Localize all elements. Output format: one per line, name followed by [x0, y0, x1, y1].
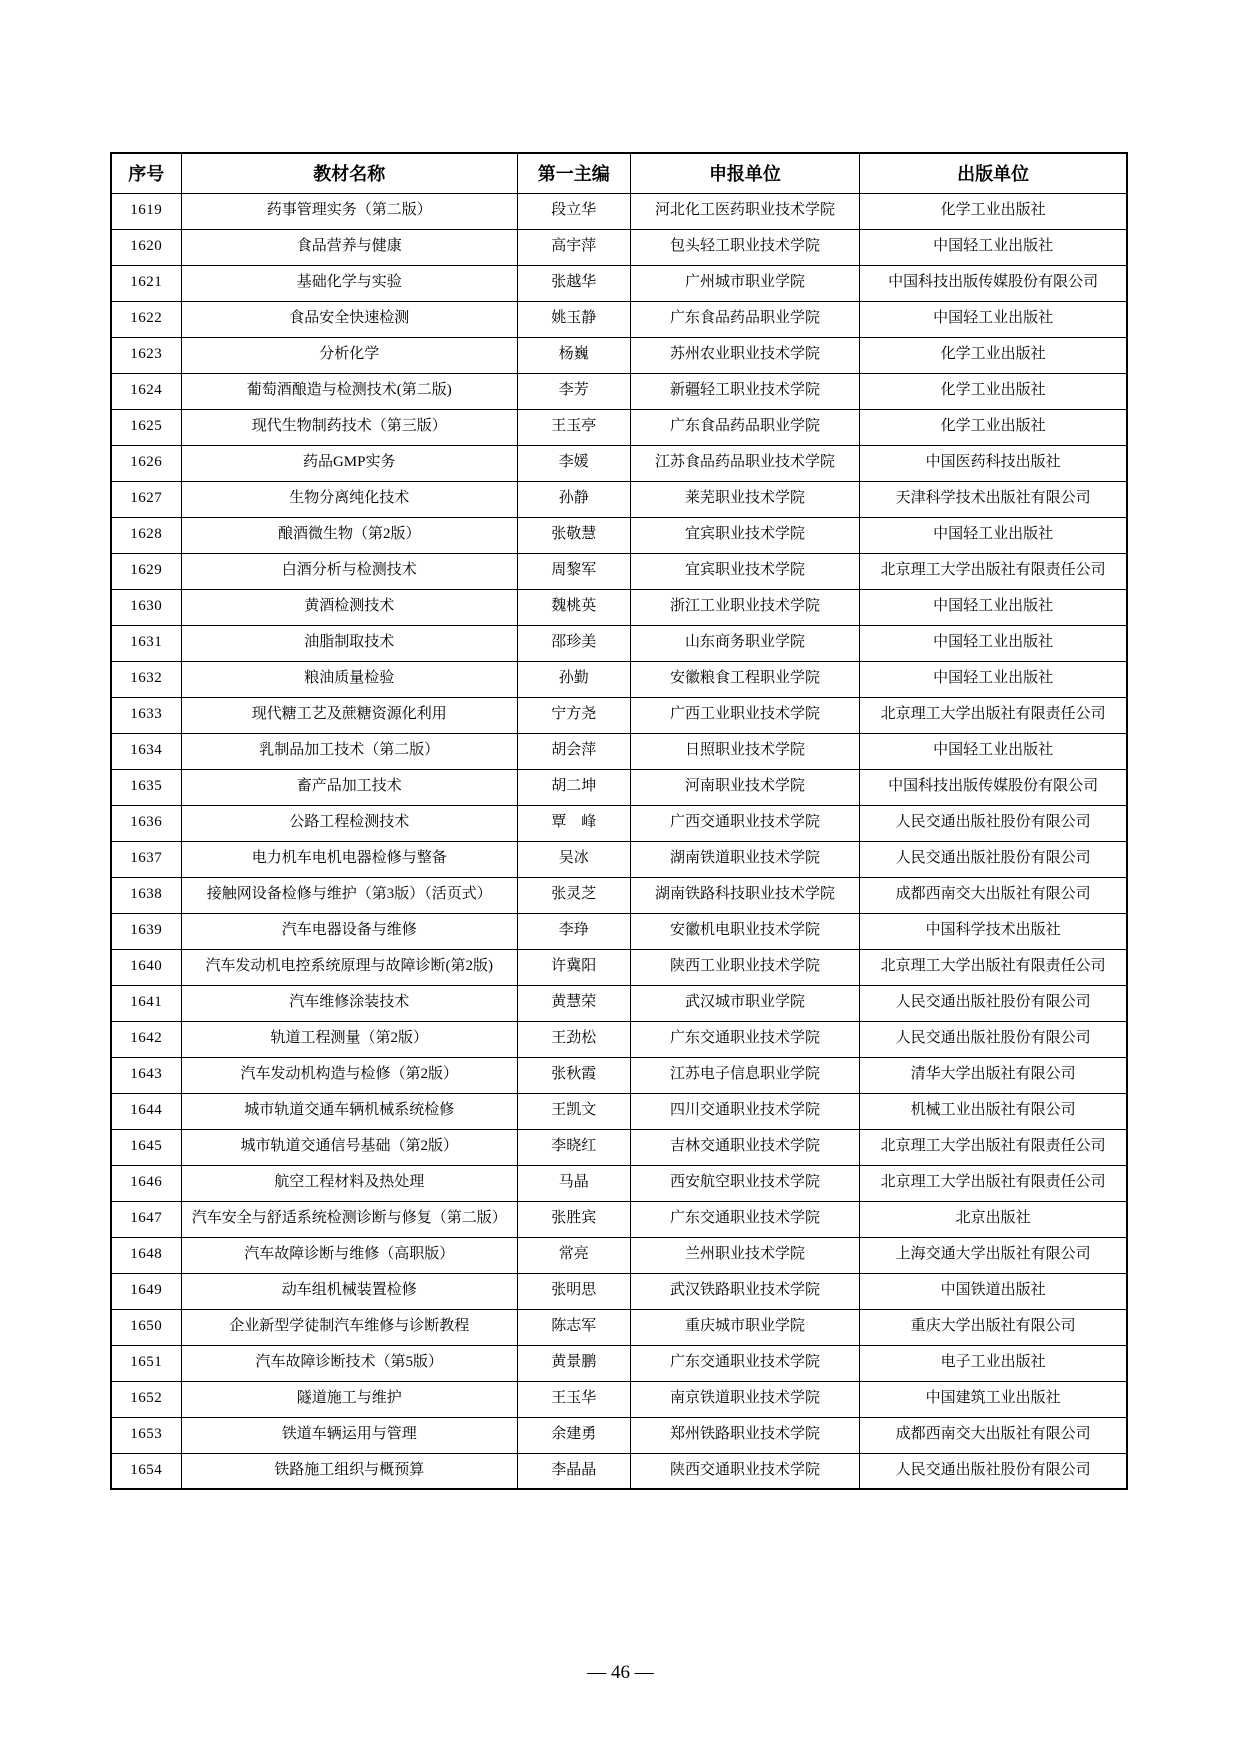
applicant-cell: 包头轻工职业技术学院	[630, 229, 860, 265]
editor-cell: 李芳	[517, 373, 630, 409]
editor-cell: 王玉华	[517, 1381, 630, 1417]
serial-cell: 1627	[111, 481, 181, 517]
applicant-cell: 广东交通职业技术学院	[630, 1021, 860, 1057]
publisher-cell: 天津科学技术出版社有限公司	[860, 481, 1127, 517]
header-title: 教材名称	[181, 153, 517, 193]
table-row	[111, 1129, 1127, 1165]
title-cell: 电力机车电机电器检修与整备	[181, 841, 517, 877]
title-cell: 航空工程材料及热处理	[181, 1165, 517, 1201]
publisher-cell: 北京理工大学出版社有限责任公司	[860, 949, 1127, 985]
table-row	[111, 697, 1127, 733]
title-cell: 接触网设备检修与维护（第3版）（活页式）	[181, 877, 517, 913]
serial-cell: 1633	[111, 697, 181, 733]
title-cell: 动车组机械装置检修	[181, 1273, 517, 1309]
applicant-cell: 苏州农业职业技术学院	[630, 337, 860, 373]
editor-cell: 胡会萍	[517, 733, 630, 769]
applicant-cell: 安徽机电职业技术学院	[630, 913, 860, 949]
serial-cell: 1647	[111, 1201, 181, 1237]
applicant-cell: 陕西交通职业技术学院	[630, 1453, 860, 1489]
title-cell: 乳制品加工技术（第二版）	[181, 733, 517, 769]
applicant-cell: 广东交通职业技术学院	[630, 1345, 860, 1381]
serial-cell: 1646	[111, 1165, 181, 1201]
applicant-cell: 四川交通职业技术学院	[630, 1093, 860, 1129]
publisher-cell: 成都西南交大出版社有限公司	[860, 1417, 1127, 1453]
title-cell: 公路工程检测技术	[181, 805, 517, 841]
publisher-cell: 中国科技出版传媒股份有限公司	[860, 265, 1127, 301]
applicant-cell: 郑州铁路职业技术学院	[630, 1417, 860, 1453]
applicant-cell: 宜宾职业技术学院	[630, 553, 860, 589]
title-cell: 黄酒检测技术	[181, 589, 517, 625]
table-row	[111, 193, 1127, 229]
editor-cell: 邵珍美	[517, 625, 630, 661]
publisher-cell: 重庆大学出版社有限公司	[860, 1309, 1127, 1345]
editor-cell: 张敬慧	[517, 517, 630, 553]
title-cell: 畜产品加工技术	[181, 769, 517, 805]
applicant-cell: 西安航空职业技术学院	[630, 1165, 860, 1201]
publisher-cell: 北京理工大学出版社有限责任公司	[860, 1129, 1127, 1165]
editor-cell: 李媛	[517, 445, 630, 481]
editor-cell: 孙静	[517, 481, 630, 517]
editor-cell: 高宇萍	[517, 229, 630, 265]
editor-cell: 段立华	[517, 193, 630, 229]
editor-cell: 吴冰	[517, 841, 630, 877]
table-row	[111, 769, 1127, 805]
table-row	[111, 625, 1127, 661]
table-row	[111, 445, 1127, 481]
table-header-row	[111, 153, 1127, 193]
table-row	[111, 1381, 1127, 1417]
applicant-cell: 湖南铁路科技职业技术学院	[630, 877, 860, 913]
table-row	[111, 985, 1127, 1021]
publisher-cell: 中国医药科技出版社	[860, 445, 1127, 481]
editor-cell: 李琤	[517, 913, 630, 949]
table-row	[111, 265, 1127, 301]
table-row	[111, 877, 1127, 913]
page-number: — 46 —	[587, 1662, 654, 1683]
table-row	[111, 841, 1127, 877]
title-cell: 食品安全快速检测	[181, 301, 517, 337]
serial-cell: 1632	[111, 661, 181, 697]
editor-cell: 李晶晶	[517, 1453, 630, 1489]
publisher-cell: 人民交通出版社股份有限公司	[860, 805, 1127, 841]
serial-cell: 1642	[111, 1021, 181, 1057]
table-row	[111, 1417, 1127, 1453]
table-row	[111, 1345, 1127, 1381]
serial-cell: 1643	[111, 1057, 181, 1093]
table-row	[111, 481, 1127, 517]
applicant-cell: 广西工业职业技术学院	[630, 697, 860, 733]
editor-cell: 张秋霞	[517, 1057, 630, 1093]
editor-cell: 宁方尧	[517, 697, 630, 733]
table-row	[111, 589, 1127, 625]
editor-cell: 余建勇	[517, 1417, 630, 1453]
publisher-cell: 中国科学技术出版社	[860, 913, 1127, 949]
serial-cell: 1652	[111, 1381, 181, 1417]
editor-cell: 王凯文	[517, 1093, 630, 1129]
table-row	[111, 661, 1127, 697]
serial-cell: 1620	[111, 229, 181, 265]
editor-cell: 张明思	[517, 1273, 630, 1309]
title-cell: 白酒分析与检测技术	[181, 553, 517, 589]
publisher-cell: 北京理工大学出版社有限责任公司	[860, 697, 1127, 733]
serial-cell: 1625	[111, 409, 181, 445]
serial-cell: 1622	[111, 301, 181, 337]
publisher-cell: 中国科技出版传媒股份有限公司	[860, 769, 1127, 805]
title-cell: 隧道施工与维护	[181, 1381, 517, 1417]
publisher-cell: 化学工业出版社	[860, 193, 1127, 229]
editor-cell: 胡二坤	[517, 769, 630, 805]
serial-cell: 1651	[111, 1345, 181, 1381]
publisher-cell: 北京理工大学出版社有限责任公司	[860, 553, 1127, 589]
applicant-cell: 武汉城市职业学院	[630, 985, 860, 1021]
editor-cell: 常亮	[517, 1237, 630, 1273]
applicant-cell: 广东交通职业技术学院	[630, 1201, 860, 1237]
serial-cell: 1641	[111, 985, 181, 1021]
applicant-cell: 莱芜职业技术学院	[630, 481, 860, 517]
applicant-cell: 湖南铁道职业技术学院	[630, 841, 860, 877]
publisher-cell: 化学工业出版社	[860, 373, 1127, 409]
editor-cell: 黄慧荣	[517, 985, 630, 1021]
publisher-cell: 中国轻工业出版社	[860, 661, 1127, 697]
publisher-cell: 中国轻工业出版社	[860, 301, 1127, 337]
table-row	[111, 1453, 1127, 1489]
title-cell: 酿酒微生物（第2版）	[181, 517, 517, 553]
applicant-cell: 河南职业技术学院	[630, 769, 860, 805]
header-publisher: 出版单位	[860, 153, 1127, 193]
editor-cell: 姚玉静	[517, 301, 630, 337]
serial-cell: 1645	[111, 1129, 181, 1165]
table-row	[111, 1273, 1127, 1309]
title-cell: 汽车发动机构造与检修（第2版）	[181, 1057, 517, 1093]
editor-cell: 孙勤	[517, 661, 630, 697]
title-cell: 分析化学	[181, 337, 517, 373]
editor-cell: 周黎军	[517, 553, 630, 589]
publisher-cell: 化学工业出版社	[860, 337, 1127, 373]
publisher-cell: 化学工业出版社	[860, 409, 1127, 445]
title-cell: 铁路施工组织与概预算	[181, 1453, 517, 1489]
publisher-cell: 人民交通出版社股份有限公司	[860, 1021, 1127, 1057]
serial-cell: 1629	[111, 553, 181, 589]
title-cell: 油脂制取技术	[181, 625, 517, 661]
publisher-cell: 人民交通出版社股份有限公司	[860, 841, 1127, 877]
serial-cell: 1634	[111, 733, 181, 769]
editor-cell: 覃 峰	[517, 805, 630, 841]
serial-cell: 1649	[111, 1273, 181, 1309]
header-serial: 序号	[111, 153, 181, 193]
table-header	[111, 153, 1127, 193]
serial-cell: 1640	[111, 949, 181, 985]
header-editor: 第一主编	[517, 153, 630, 193]
applicant-cell: 武汉铁路职业技术学院	[630, 1273, 860, 1309]
applicant-cell: 兰州职业技术学院	[630, 1237, 860, 1273]
serial-cell: 1644	[111, 1093, 181, 1129]
table-row	[111, 1165, 1127, 1201]
publisher-cell: 中国轻工业出版社	[860, 589, 1127, 625]
serial-cell: 1628	[111, 517, 181, 553]
table-row	[111, 337, 1127, 373]
applicant-cell: 日照职业技术学院	[630, 733, 860, 769]
publisher-cell: 中国轻工业出版社	[860, 229, 1127, 265]
header-applicant: 申报单位	[630, 153, 860, 193]
applicant-cell: 河北化工医药职业技术学院	[630, 193, 860, 229]
serial-cell: 1635	[111, 769, 181, 805]
serial-cell: 1623	[111, 337, 181, 373]
serial-cell: 1639	[111, 913, 181, 949]
editor-cell: 王劲松	[517, 1021, 630, 1057]
publisher-cell: 中国建筑工业出版社	[860, 1381, 1127, 1417]
table-row	[111, 733, 1127, 769]
title-cell: 轨道工程测量（第2版）	[181, 1021, 517, 1057]
applicant-cell: 江苏电子信息职业学院	[630, 1057, 860, 1093]
applicant-cell: 南京铁道职业技术学院	[630, 1381, 860, 1417]
applicant-cell: 重庆城市职业学院	[630, 1309, 860, 1345]
table-row	[111, 517, 1127, 553]
applicant-cell: 山东商务职业学院	[630, 625, 860, 661]
title-cell: 药事管理实务（第二版）	[181, 193, 517, 229]
title-cell: 汽车故障诊断技术（第5版）	[181, 1345, 517, 1381]
editor-cell: 马晶	[517, 1165, 630, 1201]
publisher-cell: 中国铁道出版社	[860, 1273, 1127, 1309]
publisher-cell: 机械工业出版社有限公司	[860, 1093, 1127, 1129]
table-row	[111, 373, 1127, 409]
editor-cell: 许冀阳	[517, 949, 630, 985]
table-row	[111, 1057, 1127, 1093]
serial-cell: 1624	[111, 373, 181, 409]
title-cell: 城市轨道交通信号基础（第2版）	[181, 1129, 517, 1165]
editor-cell: 李晓红	[517, 1129, 630, 1165]
table-row	[111, 229, 1127, 265]
serial-cell: 1654	[111, 1453, 181, 1489]
editor-cell: 黄景鹏	[517, 1345, 630, 1381]
title-cell: 现代生物制药技术（第三版）	[181, 409, 517, 445]
title-cell: 城市轨道交通车辆机械系统检修	[181, 1093, 517, 1129]
publisher-cell: 中国轻工业出版社	[860, 625, 1127, 661]
serial-cell: 1648	[111, 1237, 181, 1273]
table-row	[111, 1237, 1127, 1273]
title-cell: 汽车故障诊断与维修（高职版）	[181, 1237, 517, 1273]
serial-cell: 1626	[111, 445, 181, 481]
publisher-cell: 上海交通大学出版社有限公司	[860, 1237, 1127, 1273]
serial-cell: 1631	[111, 625, 181, 661]
editor-cell: 王玉亭	[517, 409, 630, 445]
publisher-cell: 北京出版社	[860, 1201, 1127, 1237]
applicant-cell: 广东食品药品职业学院	[630, 301, 860, 337]
editor-cell: 张越华	[517, 265, 630, 301]
serial-cell: 1636	[111, 805, 181, 841]
table-row	[111, 1093, 1127, 1129]
table-row	[111, 1309, 1127, 1345]
table-row	[111, 949, 1127, 985]
applicant-cell: 江苏食品药品职业技术学院	[630, 445, 860, 481]
editor-cell: 杨巍	[517, 337, 630, 373]
publisher-cell: 中国轻工业出版社	[860, 517, 1127, 553]
table-row	[111, 805, 1127, 841]
title-cell: 粮油质量检验	[181, 661, 517, 697]
title-cell: 企业新型学徒制汽车维修与诊断教程	[181, 1309, 517, 1345]
table-row	[111, 553, 1127, 589]
title-cell: 汽车安全与舒适系统检测诊断与修复（第二版）	[181, 1201, 517, 1237]
applicant-cell: 浙江工业职业技术学院	[630, 589, 860, 625]
editor-cell: 张灵芝	[517, 877, 630, 913]
serial-cell: 1630	[111, 589, 181, 625]
title-cell: 汽车电器设备与维修	[181, 913, 517, 949]
applicant-cell: 安徽粮食工程职业学院	[630, 661, 860, 697]
editor-cell: 张胜宾	[517, 1201, 630, 1237]
publisher-cell: 成都西南交大出版社有限公司	[860, 877, 1127, 913]
title-cell: 基础化学与实验	[181, 265, 517, 301]
title-cell: 食品营养与健康	[181, 229, 517, 265]
applicant-cell: 陕西工业职业技术学院	[630, 949, 860, 985]
applicant-cell: 广西交通职业技术学院	[630, 805, 860, 841]
applicant-cell: 新疆轻工职业技术学院	[630, 373, 860, 409]
title-cell: 汽车发动机电控系统原理与故障诊断(第2版)	[181, 949, 517, 985]
serial-cell: 1621	[111, 265, 181, 301]
textbook-table	[110, 152, 1128, 1490]
title-cell: 生物分离纯化技术	[181, 481, 517, 517]
table-row	[111, 301, 1127, 337]
applicant-cell: 广东食品药品职业学院	[630, 409, 860, 445]
publisher-cell: 清华大学出版社有限公司	[860, 1057, 1127, 1093]
serial-cell: 1638	[111, 877, 181, 913]
table-body	[111, 193, 1127, 1489]
applicant-cell: 广州城市职业学院	[630, 265, 860, 301]
publisher-cell: 人民交通出版社股份有限公司	[860, 985, 1127, 1021]
title-cell: 汽车维修涂装技术	[181, 985, 517, 1021]
publisher-cell: 人民交通出版社股份有限公司	[860, 1453, 1127, 1489]
title-cell: 葡萄酒酿造与检测技术(第二版)	[181, 373, 517, 409]
table-row	[111, 1201, 1127, 1237]
title-cell: 药品GMP实务	[181, 445, 517, 481]
applicant-cell: 宜宾职业技术学院	[630, 517, 860, 553]
publisher-cell: 中国轻工业出版社	[860, 733, 1127, 769]
editor-cell: 陈志军	[517, 1309, 630, 1345]
applicant-cell: 吉林交通职业技术学院	[630, 1129, 860, 1165]
serial-cell: 1637	[111, 841, 181, 877]
title-cell: 现代糖工艺及蔗糖资源化利用	[181, 697, 517, 733]
table-row	[111, 913, 1127, 949]
editor-cell: 魏桃英	[517, 589, 630, 625]
publisher-cell: 北京理工大学出版社有限责任公司	[860, 1165, 1127, 1201]
publisher-cell: 电子工业出版社	[860, 1345, 1127, 1381]
serial-cell: 1650	[111, 1309, 181, 1345]
serial-cell: 1619	[111, 193, 181, 229]
table-row	[111, 409, 1127, 445]
title-cell: 铁道车辆运用与管理	[181, 1417, 517, 1453]
serial-cell: 1653	[111, 1417, 181, 1453]
table-row	[111, 1021, 1127, 1057]
